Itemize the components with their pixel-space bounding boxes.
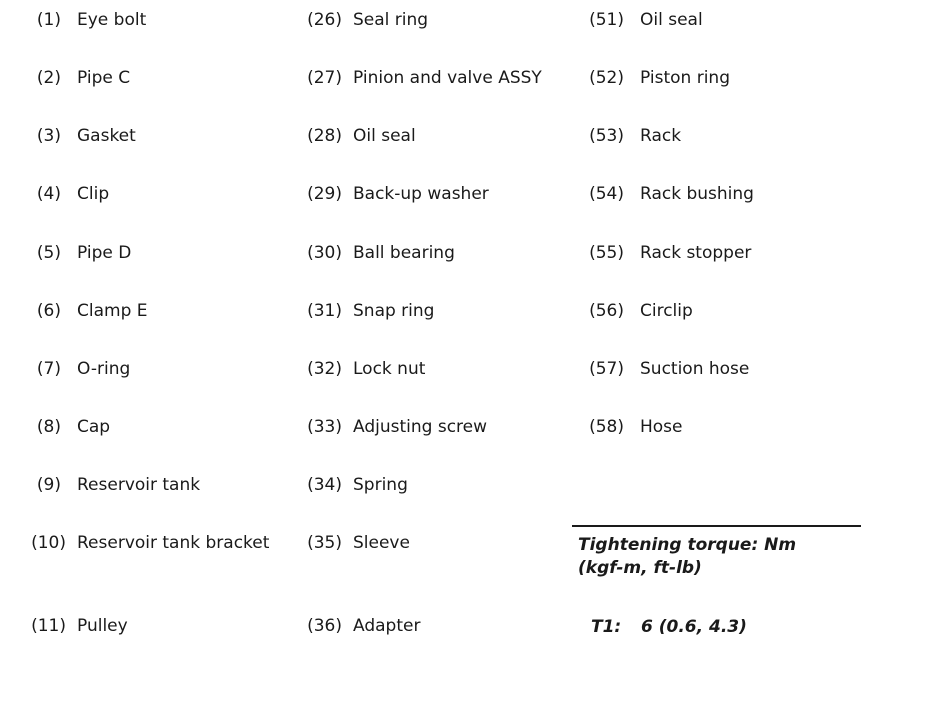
item-number: (27)	[307, 68, 342, 88]
item-name: Adjusting screw	[353, 417, 488, 437]
list-item	[296, 67, 571, 89]
item-number: (56)	[589, 301, 624, 321]
item-name: Spring	[353, 475, 408, 495]
item-name: Ball bearing	[353, 243, 455, 263]
list-item	[296, 615, 571, 637]
item-number: (9)	[36, 475, 61, 495]
list-item	[0, 532, 300, 554]
list-item	[0, 67, 300, 89]
item-name: Oil seal	[353, 126, 416, 146]
list-item	[296, 125, 571, 147]
list-item	[578, 67, 878, 89]
list-item	[0, 242, 300, 264]
item-number: (53)	[589, 126, 624, 146]
item-name: Rack stopper	[640, 243, 752, 263]
list-item	[0, 125, 300, 147]
item-name: Piston ring	[640, 68, 730, 88]
item-number: (55)	[589, 243, 624, 263]
torque-heading-line: Tightening torque: Nm	[578, 535, 797, 555]
item-number: (7)	[36, 359, 61, 379]
list-item	[0, 474, 300, 496]
list-item	[0, 615, 300, 637]
item-number: (11)	[31, 616, 66, 636]
list-item	[0, 300, 300, 322]
item-number: (52)	[589, 68, 624, 88]
item-number: (2)	[36, 68, 61, 88]
list-item	[296, 416, 571, 438]
item-name: Lock nut	[353, 359, 426, 379]
list-item	[296, 183, 571, 205]
item-name: Pipe D	[77, 243, 132, 263]
item-name: Adapter	[353, 616, 421, 636]
torque-entry	[591, 616, 891, 638]
item-number: (6)	[36, 301, 61, 321]
item-name: Snap ring	[353, 301, 435, 321]
item-name: Suction hose	[640, 359, 750, 379]
item-number: (10)	[31, 533, 66, 553]
item-name: Clip	[77, 184, 110, 204]
item-number: (31)	[307, 301, 342, 321]
list-item	[578, 358, 878, 380]
list-item	[296, 9, 571, 31]
torque-value: 6 (0.6, 4.3)	[641, 617, 747, 637]
torque-heading	[578, 534, 868, 580]
torque-label: T1:	[591, 617, 622, 637]
item-name: Cap	[77, 417, 111, 437]
item-number: (34)	[307, 475, 342, 495]
list-item	[578, 300, 878, 322]
list-item	[296, 300, 571, 322]
list-item	[296, 358, 571, 380]
item-number: (5)	[36, 243, 61, 263]
item-name: O-ring	[77, 359, 131, 379]
list-item	[0, 416, 300, 438]
item-number: (35)	[307, 533, 342, 553]
item-name: Reservoir tank	[77, 475, 201, 495]
item-name: Back-up washer	[353, 184, 489, 204]
item-name: Circlip	[640, 301, 693, 321]
item-number: (26)	[307, 10, 342, 30]
item-name: Rack	[640, 126, 682, 146]
list-item	[296, 242, 571, 264]
item-number: (8)	[36, 417, 61, 437]
item-name: Gasket	[77, 126, 136, 146]
list-item	[0, 183, 300, 205]
item-number: (58)	[589, 417, 624, 437]
item-number: (32)	[307, 359, 342, 379]
item-number: (28)	[307, 126, 342, 146]
item-number: (51)	[589, 10, 624, 30]
list-item	[0, 9, 300, 31]
item-number: (33)	[307, 417, 342, 437]
list-item	[578, 242, 878, 264]
item-number: (54)	[589, 184, 624, 204]
item-number: (30)	[307, 243, 342, 263]
list-item	[578, 9, 878, 31]
item-name: Seal ring	[353, 10, 429, 30]
torque-heading-line: (kgf-m, ft-lb)	[578, 558, 702, 578]
item-number: (36)	[307, 616, 342, 636]
list-item	[578, 183, 878, 205]
item-number: (1)	[36, 10, 61, 30]
list-item	[296, 474, 571, 496]
item-name: Hose	[640, 417, 683, 437]
item-name: Pipe C	[77, 68, 131, 88]
list-item	[578, 125, 878, 147]
item-name: Reservoir tank bracket	[77, 533, 270, 553]
list-item	[296, 532, 571, 554]
list-item	[0, 358, 300, 380]
item-name: Pulley	[77, 616, 128, 636]
item-name: Oil seal	[640, 10, 703, 30]
item-name: Sleeve	[353, 533, 410, 553]
item-number: (29)	[307, 184, 342, 204]
item-name: Clamp E	[77, 301, 148, 321]
divider	[572, 525, 861, 527]
list-item	[578, 416, 878, 438]
item-number: (3)	[36, 126, 61, 146]
item-name: Eye bolt	[77, 10, 147, 30]
item-name: Rack bushing	[640, 184, 754, 204]
item-number: (4)	[36, 184, 61, 204]
item-number: (57)	[589, 359, 624, 379]
item-name: Pinion and valve ASSY	[353, 68, 542, 88]
